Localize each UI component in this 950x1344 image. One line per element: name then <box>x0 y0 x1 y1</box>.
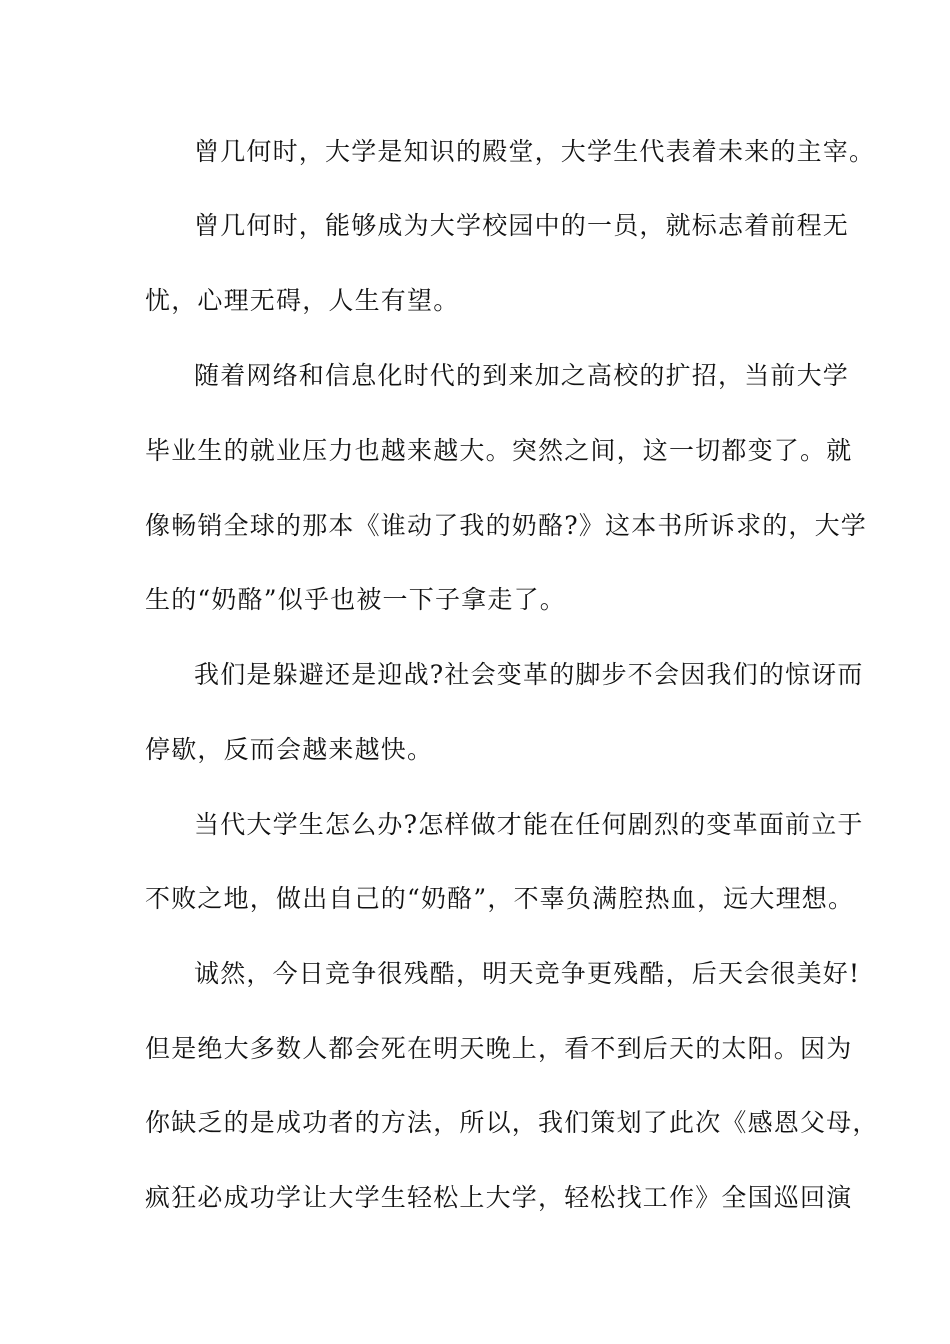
paragraph-3-line-1: 随着网络和信息化时代的到来加之高校的扩招，当前大学 <box>194 361 850 390</box>
paragraph-5-line-2: 不败之地，做出自己的“奶酪”，不辜负满腔热血，远大理想。 <box>145 884 855 913</box>
paragraph-3-line-4: 生的“奶酪”似乎也被一下子拿走了。 <box>145 585 566 614</box>
paragraph-6-line-4: 疯狂必成功学让大学生轻松上大学，轻松找工作》全国巡回演 <box>145 1183 853 1212</box>
paragraph-6-line-3: 你缺乏的是成功者的方法，所以，我们策划了此次《感恩父母， <box>145 1108 879 1137</box>
paragraph-2-line-2: 忧，心理无碍，人生有望。 <box>145 286 460 315</box>
paragraph-4-line-1: 我们是躲避还是迎战?社会变革的脚步不会因我们的惊讶而 <box>194 660 864 689</box>
paragraph-5-line-1: 当代大学生怎么办?怎样做才能在任何剧烈的变革面前立于 <box>194 810 864 839</box>
paragraph-2-line-1: 曾几何时，能够成为大学校园中的一员，就标志着前程无 <box>194 211 850 240</box>
paragraph-6-line-2: 但是绝大多数人都会死在明天晚上，看不到后天的太阳。因为 <box>145 1034 853 1063</box>
paragraph-3-line-2: 毕业生的就业压力也越来越大。突然之间，这一切都变了。就 <box>145 436 853 465</box>
paragraph-4-line-2: 停歇，反而会越来越快。 <box>145 735 434 764</box>
paragraph-1-line-1: 曾几何时，大学是知识的殿堂，大学生代表着未来的主宰。 <box>194 137 876 166</box>
paragraph-3-line-3: 像畅销全球的那本《谁动了我的奶酪?》这本书所诉求的，大学 <box>145 511 868 540</box>
paragraph-6-line-1: 诚然，今日竞争很残酷，明天竞争更残酷，后天会很美好! <box>194 959 861 988</box>
